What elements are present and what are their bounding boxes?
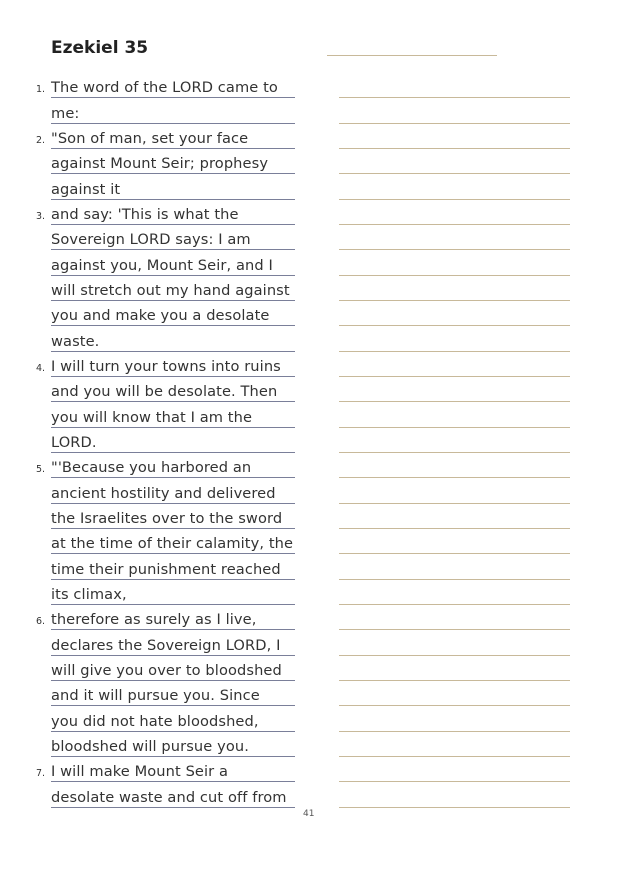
text-line [51,301,295,326]
text-line [51,554,295,579]
verse-text: and you will be desolate. Then [51,383,278,401]
title-writing-rule [327,55,497,56]
writing-line [339,352,570,377]
verse-text: waste. [51,332,100,350]
writing-line [339,453,570,478]
writing-line [339,706,570,731]
writing-line [339,681,570,706]
text-line [51,326,295,351]
writing-line [339,757,570,782]
text-line [36,605,295,630]
verse-number: 6. [36,616,46,628]
writing-line [339,529,570,554]
text-line [51,732,295,757]
verse-text: you did not hate bloodshed, [51,712,259,730]
text-line [51,782,295,807]
writing-line [339,428,570,453]
writing-line [339,124,570,149]
text-line [36,124,295,149]
verse-text: the Israelites over to the sword [51,509,283,527]
text-line [51,478,295,503]
writing-line [339,782,570,807]
verse-text: and it will pursue you. Since [51,687,260,705]
verse-text: against Mount Seir; prophesy [51,155,269,173]
verse-number: 3. [36,210,46,222]
scripture-text-column [36,73,296,808]
writing-line [339,225,570,250]
writing-line [339,377,570,402]
writing-line [339,250,570,275]
verse-text: declares the Sovereign LORD, I [51,636,281,654]
text-line [51,98,295,123]
verse-text: I will turn your towns into ruins [51,357,281,375]
verse-text: bloodshed will pursue you. [51,737,249,755]
text-line [51,225,295,250]
page-number: 41 [303,809,315,819]
text-line [51,580,295,605]
verse-text: will give you over to bloodshed [51,661,282,679]
text-line [36,352,295,377]
text-line [51,174,295,199]
text-line [36,757,295,782]
writing-line [339,580,570,605]
page-title: Ezekiel 35 [51,38,149,58]
writing-line [339,402,570,427]
text-line [36,200,295,225]
text-line [36,73,295,98]
text-line [51,377,295,402]
writing-line [339,149,570,174]
verse-text: and say: 'This is what the [51,205,239,223]
verse-text: time their punishment reached [51,560,281,578]
verse-text: ancient hostility and delivered [51,484,276,502]
writing-line [339,478,570,503]
text-line [51,402,295,427]
writing-line [339,656,570,681]
verse-text: I will make Mount Seir a [51,763,229,781]
verse-text: you will know that I am the [51,408,253,426]
writing-line [339,276,570,301]
text-line [51,681,295,706]
writing-line [339,200,570,225]
verse-text: its climax, [51,585,127,603]
writing-line [339,504,570,529]
verse-text: against it [51,180,121,198]
verse-text: will stretch out my hand against [51,281,290,299]
verse-number: 5. [36,464,46,476]
writing-line [339,630,570,655]
text-line [51,529,295,554]
text-line [51,504,295,529]
text-line [51,250,295,275]
verse-text: desolate waste and cut off from [51,788,287,806]
verse-text: "'Because you harbored an [51,459,252,477]
text-line [51,149,295,174]
text-line [51,706,295,731]
writing-line [339,326,570,351]
writing-line [339,605,570,630]
writing-line [339,554,570,579]
verse-number: 4. [36,362,46,374]
text-line [36,453,295,478]
verse-text: me: [51,104,80,122]
text-line [51,428,295,453]
verse-text: Sovereign LORD says: I am [51,231,251,249]
verse-number: 1. [36,84,46,96]
writing-line [339,98,570,123]
handwriting-practice-column [339,73,570,808]
writing-line [339,174,570,199]
text-line [51,630,295,655]
verse-number: 2. [36,134,46,146]
verse-text: at the time of their calamity, the [51,535,294,553]
writing-line [339,73,570,98]
text-line [51,656,295,681]
verse-text: against you, Mount Seir, and I [51,256,273,274]
text-line [51,276,295,301]
verse-text: you and make you a desolate [51,307,270,325]
verse-text: The word of the LORD came to [51,79,278,97]
verse-text: "Son of man, set your face [51,129,249,147]
verse-number: 7. [36,768,46,780]
writing-line [339,732,570,757]
writing-line [339,301,570,326]
verse-text: LORD. [51,433,97,451]
verse-text: therefore as surely as I live, [51,611,257,629]
